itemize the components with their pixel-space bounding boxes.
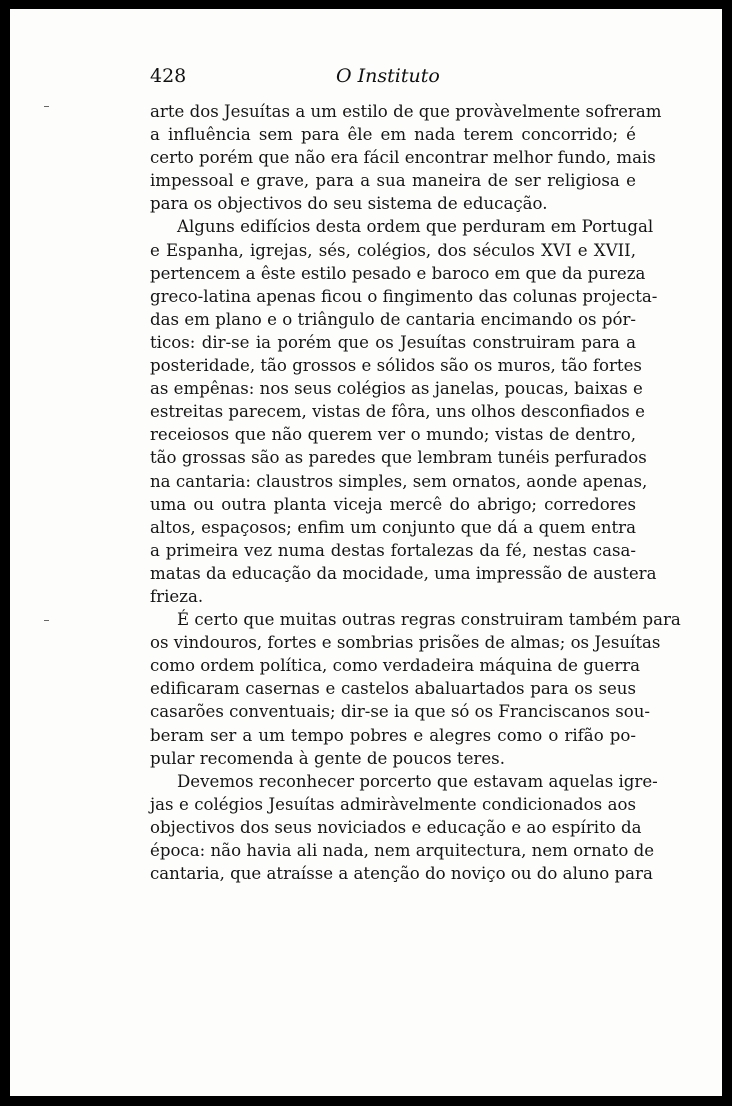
text-line: a primeira vez numa destas fortalezas da fé, nestas casa- bbox=[150, 540, 636, 560]
text-line: para os objectivos do seu sistema de educação. bbox=[150, 194, 548, 214]
text-line: época: não havia ali nada, nem arquitectura, nem ornato de bbox=[150, 841, 655, 860]
text-line: uma ou outra planta viceja mercê do abrigo; corredores bbox=[150, 494, 636, 514]
running-title: O Instituto bbox=[336, 65, 440, 87]
text-line: ticos: dir-se ia porém que os Jesuítas construiram para a bbox=[150, 332, 636, 352]
text-line: certo porém que não era fácil encontrar melhor fundo, mais bbox=[150, 148, 656, 168]
text-line: receiosos que não querem ver o mundo; vistas de dentro, bbox=[150, 425, 636, 445]
text-line: como ordem política, como verdadeira máquina de guerra bbox=[150, 656, 641, 676]
text-line: cantaria, que atraísse a atenção do noviço ou do aluno para bbox=[150, 864, 653, 884]
text-line: pertencem a êste estilo pesado e baroco em que da pureza bbox=[150, 263, 646, 283]
text-line: pular recomenda à gente de poucos teres. bbox=[150, 748, 505, 768]
text-line: jas e colégios Jesuítas admiràvelmente condicionados aos bbox=[150, 794, 636, 814]
text-line: frieza. bbox=[150, 586, 204, 606]
edge-mark bbox=[44, 106, 49, 107]
text-line: e Espanha, igrejas, sés, colégios, dos séculos XVI e XVII, bbox=[150, 240, 636, 260]
book-page bbox=[10, 9, 722, 1096]
paragraph bbox=[150, 770, 658, 885]
edge-mark bbox=[44, 620, 49, 621]
text-line: os vindouros, fortes e sombrias prisões de almas; os Jesuítas bbox=[150, 633, 661, 653]
page-header bbox=[150, 65, 636, 99]
text-line: a influência sem para êle em nada terem concorrido; é bbox=[150, 125, 636, 145]
text-line: estreitas parecem, vistas de fôra, uns olhos desconfiados e bbox=[150, 402, 645, 422]
paragraph bbox=[150, 608, 681, 770]
paragraph bbox=[150, 100, 662, 215]
text-line: edificaram casernas e castelos abaluartados para os seus bbox=[150, 679, 636, 699]
text-line: altos, espaçosos; enfim um conjunto que dá a quem entra bbox=[150, 517, 636, 537]
body-text bbox=[150, 100, 681, 885]
text-line: Alguns edifícios desta ordem que perduram em Portugal bbox=[177, 217, 654, 237]
text-line: na cantaria: claustros simples, sem ornatos, aonde apenas, bbox=[150, 471, 648, 491]
text-line: tão grossas são as paredes que lembram tunéis perfurados bbox=[150, 448, 647, 468]
text-line: casarões conventuais; dir-se ia que só os Franciscanos sou- bbox=[150, 702, 651, 722]
text-line: greco-latina apenas ficou o fingimento das colunas projecta- bbox=[150, 286, 658, 306]
text-line: Devemos reconhecer porcerto que estavam aquelas igre- bbox=[177, 771, 658, 791]
text-line: arte dos Jesuítas a um estilo de que provàvelmente sofreram bbox=[150, 102, 662, 121]
text-line: das em plano e o triângulo de cantaria encimando os pór- bbox=[150, 309, 636, 329]
text-line: as empênas: nos seus colégios as janelas, poucas, baixas e bbox=[150, 379, 643, 399]
text-line: beram ser a um tempo pobres e alegres como o rifão po- bbox=[150, 725, 636, 745]
paragraph bbox=[150, 215, 658, 608]
text-line: objectivos dos seus noviciados e educação e ao espírito da bbox=[150, 817, 642, 837]
text-line: posteridade, tão grossos e sólidos são os muros, tão fortes bbox=[150, 356, 642, 376]
text-line: É certo que muitas outras regras construiram também para bbox=[177, 610, 681, 630]
text-line: impessoal e grave, para a sua maneira de ser religiosa e bbox=[150, 171, 636, 191]
page-number: 428 bbox=[150, 65, 187, 87]
text-line: matas da educação da mocidade, uma impressão de austera bbox=[150, 563, 657, 583]
